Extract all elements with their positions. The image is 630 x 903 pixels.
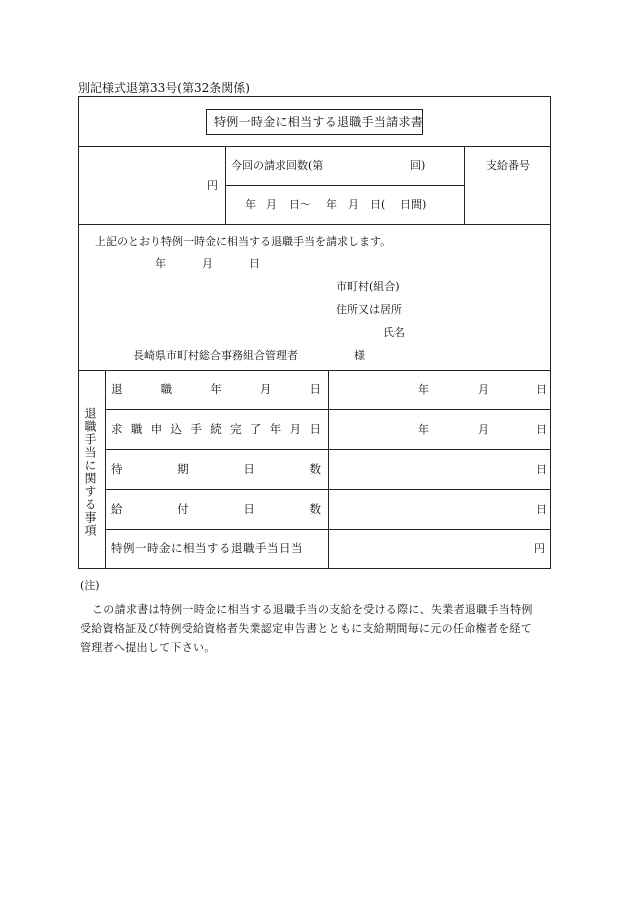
divider-period [225,185,464,186]
amount-unit: 円 [207,179,218,192]
date-day: 日 [249,257,260,270]
period-month: 月 [266,198,277,211]
note-line-2: 受給資格証及び特例受給資格者失業認定申告書とともに支給期間毎に元の任命権者を経て [80,622,532,635]
note-line-1: この請求書は特例一時金に相当する退職手当の支給を受ける際に、失業者退職手当特例 [92,603,533,616]
note-line-3: 管理者へ提出して下さい。 [80,641,216,654]
request-count-prefix: 今回の請求回数(第 [231,159,324,172]
request-count-suffix: 回) [410,159,426,172]
row2-value-day: 日 [536,423,547,436]
row-label-retirement-date: 退 職 年 月 日 [111,382,321,396]
row5-value-unit: 円 [534,542,545,555]
row-divider-1 [105,409,551,410]
period-day: 日〜 [289,198,311,211]
row1-value-month: 月 [478,383,489,396]
form-title: 特例一時金に相当する退職手当請求書 [214,115,424,129]
vline-section-label [105,370,106,569]
row3-value-unit: 日 [536,463,547,476]
vline-values [328,370,329,569]
row2-value-year: 年 [418,423,429,436]
vline-number [464,146,465,224]
addressee-name: 長崎県市町村総合事務組合管理者 [133,349,298,362]
date-year: 年 [155,257,166,270]
form-id: 別記様式退第33号(第32条関係) [78,81,250,95]
addressee-honorific: 様 [354,349,365,362]
payment-number-label: 支給番号 [486,159,530,172]
row-label-waiting-days: 待 期 日 数 [111,462,321,476]
divider-3 [78,370,551,371]
row1-value-day: 日 [536,383,547,396]
period-year: 年 [245,198,256,211]
date-month: 月 [202,257,213,270]
period-year2: 年 [326,198,337,211]
row-divider-3 [105,489,551,490]
row4-value-unit: 日 [536,503,547,516]
period-day2: 日( [370,198,386,211]
divider-2 [78,224,551,225]
divider-1 [78,146,551,147]
period-days: 日間) [400,198,427,211]
row-label-benefit-days: 給 付 日 数 [111,502,321,516]
row-label-daily-allowance: 特例一時金に相当する退職手当日当 [111,541,303,555]
applicant-address: 住所又は居所 [336,303,402,316]
row-label-job-application-date: 求 職 申 込 手 続 完 了 年 月 日 [111,422,321,436]
row2-value-month: 月 [478,423,489,436]
section-label: 退職手当に関する事項 [83,407,97,537]
note-label: (注) [80,579,100,592]
applicant-name: 氏名 [383,326,405,339]
request-text: 上記のとおり特例一時金に相当する退職手当を請求します。 [95,235,392,248]
row-divider-4 [105,529,551,530]
applicant-municipality: 市町村(組合) [336,280,400,293]
period-month2: 月 [348,198,359,211]
row-divider-2 [105,449,551,450]
row1-value-year: 年 [418,383,429,396]
